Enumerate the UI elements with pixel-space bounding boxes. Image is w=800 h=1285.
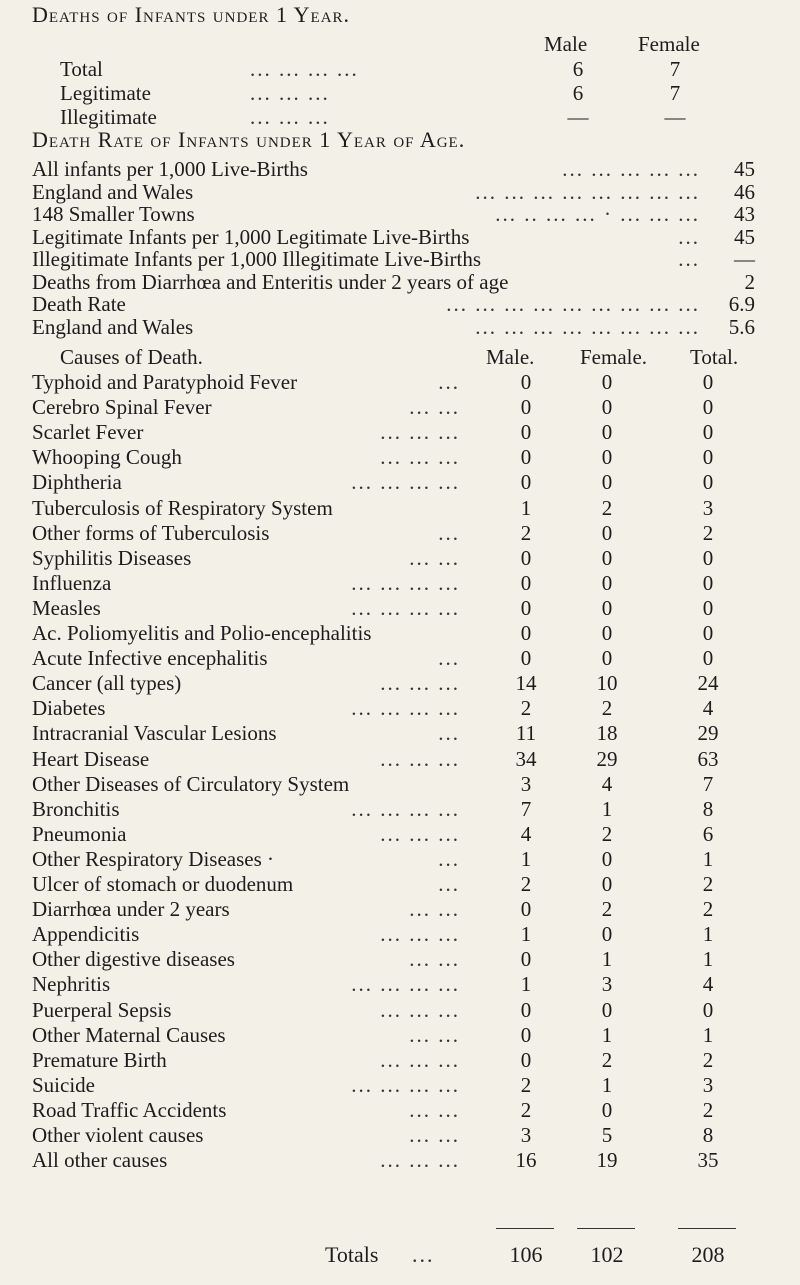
cause-row	[0, 721, 800, 747]
cause-leader: ... ...	[409, 897, 460, 922]
cause-total: 3	[702, 495, 714, 520]
cause-female: 1	[601, 947, 613, 972]
cause-total: 0	[702, 646, 714, 671]
cause-female: 1	[601, 796, 613, 821]
causes-header-row	[0, 345, 800, 371]
causes-header-total: Total.	[690, 345, 739, 369]
cause-total: 29	[697, 721, 719, 746]
cause-female: 0	[601, 545, 613, 570]
cause-leader: ... ...	[409, 1097, 460, 1122]
cause-male: 3	[520, 771, 532, 796]
death-rate-label: England and Wales	[32, 179, 194, 204]
cause-total: 0	[702, 420, 714, 445]
cause-leader: ... ...	[409, 395, 460, 420]
cause-label: Bronchitis	[32, 796, 120, 821]
cause-row	[0, 470, 800, 496]
cause-label: Acute Infective encephalitis	[32, 646, 268, 671]
death-rate-label: Death Rate	[32, 292, 126, 316]
death-rate-value: 6.9	[728, 292, 755, 316]
infant-deaths-male-header: Male	[544, 32, 588, 56]
cause-label: All other causes	[32, 1148, 168, 1173]
cause-row	[0, 947, 800, 973]
cause-label: Diabetes	[32, 696, 106, 721]
death-rate-label: 148 Smaller Towns	[32, 202, 195, 226]
cause-male: 0	[520, 420, 532, 445]
death-rate-value: —	[734, 247, 755, 271]
cause-row	[0, 772, 800, 798]
cause-female: 0	[601, 872, 613, 896]
totals-leader: ...	[412, 1242, 435, 1267]
cause-row	[0, 420, 800, 446]
death-rate-leader: ... ... ... ... ... ... ... ...	[475, 314, 700, 339]
cause-label: Heart Disease	[32, 746, 150, 771]
cause-label: Suicide	[32, 1072, 95, 1097]
cause-leader: ... ... ...	[380, 445, 460, 470]
cause-male: 2	[520, 1072, 532, 1097]
cause-row	[0, 847, 800, 873]
causes-header-male: Male.	[486, 345, 535, 369]
infant-deaths-female: 7	[669, 81, 681, 105]
cause-leader: ... ...	[409, 545, 460, 570]
death-rate-leader: ... ... ... ... ... ... ... ... ...	[446, 292, 700, 316]
cause-total: 1	[702, 922, 714, 947]
cause-leader: ... ... ... ...	[351, 570, 460, 595]
cause-label: Scarlet Fever	[32, 420, 144, 445]
death-rate-label: England and Wales	[32, 314, 194, 339]
cause-male: 2	[520, 872, 532, 896]
cause-leader: ... ... ...	[380, 997, 460, 1022]
cause-row	[0, 1073, 800, 1099]
cause-leader: ... ... ...	[380, 922, 460, 947]
cause-leader: ... ... ...	[380, 1148, 460, 1173]
cause-female: 3	[601, 972, 613, 997]
cause-row	[0, 1098, 800, 1124]
cause-female: 5	[601, 1123, 613, 1147]
death-rate-leader: ... ... ... ... ...	[562, 157, 700, 181]
cause-female: 2	[601, 821, 613, 846]
cause-label: Appendicitis	[32, 922, 140, 947]
cause-label: Ac. Poliomyelitis and Polio-encephalitis	[32, 621, 372, 645]
cause-female: 0	[601, 520, 613, 545]
cause-label: Puerperal Sepsis	[32, 997, 172, 1022]
death-rate-value: 2	[744, 269, 755, 294]
infant-deaths-label: Illegitimate	[60, 105, 157, 129]
cause-total: 3	[702, 1072, 714, 1097]
cause-leader: ...	[438, 872, 460, 896]
causes-header-cause: Causes of Death.	[60, 345, 203, 369]
cause-female: 2	[601, 696, 613, 721]
cause-leader: ... ...	[409, 1123, 460, 1147]
cause-row	[0, 872, 800, 898]
cause-row	[0, 1148, 800, 1174]
cause-male: 0	[520, 445, 532, 470]
infant-deaths-female: —	[664, 105, 686, 129]
cause-total: 1	[702, 1022, 714, 1047]
cause-row	[0, 521, 800, 547]
cause-label: Other Respiratory Diseases ·	[32, 846, 275, 871]
cause-row	[0, 395, 800, 421]
cause-row	[0, 621, 800, 647]
cause-label: Influenza	[32, 570, 112, 595]
cause-total: 1	[702, 846, 714, 871]
cause-row	[0, 897, 800, 923]
death-rate-label: Deaths from Diarrhœa and Enteritis under 2 years of age	[32, 269, 509, 294]
cause-female: 0	[601, 846, 613, 871]
cause-label: Cerebro Spinal Fever	[32, 395, 212, 420]
cause-label: Tuberculosis of Respiratory System	[32, 495, 333, 520]
cause-male: 1	[520, 972, 532, 997]
cause-male: 3	[520, 1123, 532, 1147]
cause-male: 0	[520, 897, 532, 922]
cause-male: 0	[520, 570, 532, 595]
cause-male: 0	[520, 621, 532, 645]
cause-male: 14	[515, 671, 537, 696]
cause-leader: ... ... ... ...	[351, 470, 460, 495]
cause-total: 35	[697, 1148, 719, 1173]
cause-leader: ... ...	[409, 1022, 460, 1047]
cause-female: 1	[601, 1022, 613, 1047]
cause-label: Other forms of Tuberculosis	[32, 520, 270, 545]
cause-total: 0	[702, 545, 714, 570]
cause-female: 0	[601, 470, 613, 495]
cause-label: Syphilitis Diseases	[32, 545, 192, 570]
cause-female: 0	[601, 1097, 613, 1122]
totals-total: 208	[691, 1242, 725, 1267]
cause-label: Other digestive diseases	[32, 947, 235, 972]
cause-label: Cancer (all types)	[32, 671, 182, 696]
cause-female: 0	[601, 570, 613, 595]
cause-label: Whooping Cough	[32, 445, 182, 470]
cause-female: 0	[601, 646, 613, 671]
cause-row	[0, 922, 800, 948]
totals-rule-female	[577, 1228, 635, 1229]
cause-male: 1	[520, 495, 532, 520]
infant-deaths-leader: ... ... ...	[250, 105, 330, 129]
cause-male: 1	[520, 922, 532, 947]
cause-row	[0, 822, 800, 848]
cause-female: 0	[601, 621, 613, 645]
cause-total: 0	[702, 621, 714, 645]
cause-total: 0	[702, 997, 714, 1022]
death-rate-value: 45	[734, 224, 755, 249]
cause-row	[0, 747, 800, 773]
cause-label: Road Traffic Accidents	[32, 1097, 227, 1122]
cause-total: 63	[697, 746, 719, 771]
cause-female: 2	[601, 495, 613, 520]
cause-row	[0, 445, 800, 471]
death-rate-leader: ...	[678, 224, 700, 249]
infant-deaths-leader: ... ... ... ...	[250, 57, 359, 81]
cause-male: 16	[515, 1148, 537, 1173]
cause-male: 0	[520, 947, 532, 972]
death-rate-heading: Death Rate of Infants under 1 Year of Age.	[32, 127, 466, 152]
cause-male: 1	[520, 846, 532, 871]
cause-female: 2	[601, 1047, 613, 1072]
infant-deaths-female: 7	[669, 57, 681, 81]
causes-header-female: Female.	[580, 345, 648, 369]
cause-total: 2	[702, 897, 714, 922]
infant-deaths-label: Legitimate	[60, 81, 151, 105]
cause-row	[0, 496, 800, 522]
cause-leader: ...	[438, 370, 460, 394]
cause-total: 0	[702, 395, 714, 420]
cause-male: 0	[520, 545, 532, 570]
cause-total: 8	[702, 1123, 714, 1147]
cause-male: 4	[520, 821, 532, 846]
cause-leader: ...	[438, 646, 460, 671]
cause-male: 11	[515, 721, 537, 746]
cause-label: Nephritis	[32, 972, 111, 997]
cause-male: 0	[520, 470, 532, 495]
cause-total: 4	[702, 972, 714, 997]
cause-row	[0, 546, 800, 572]
cause-female: 18	[596, 721, 618, 746]
cause-label: Other Maternal Causes	[32, 1022, 226, 1047]
cause-label: Measles	[32, 595, 101, 620]
death-rate-leader: ... .. ... ... · ... ... ...	[495, 202, 700, 226]
death-rate-value: 43	[734, 202, 755, 226]
cause-male: 2	[520, 1097, 532, 1122]
cause-total: 0	[702, 595, 714, 620]
death-rate-label: All infants per 1,000 Live-Births	[32, 157, 308, 181]
cause-total: 6	[702, 821, 714, 846]
cause-total: 0	[702, 445, 714, 470]
death-rate-leader: ... ... ... ... ... ... ... ...	[475, 179, 700, 204]
cause-male: 0	[520, 395, 532, 420]
cause-label: Other Diseases of Circulatory System	[32, 771, 350, 796]
cause-leader: ...	[438, 520, 460, 545]
cause-total: 1	[702, 947, 714, 972]
infant-deaths-row	[0, 81, 800, 107]
cause-label: Intracranial Vascular Lesions	[32, 721, 277, 746]
cause-female: 0	[601, 420, 613, 445]
cause-total: 2	[702, 1047, 714, 1072]
cause-total: 8	[702, 796, 714, 821]
cause-row	[0, 596, 800, 622]
cause-total: 2	[702, 872, 714, 896]
cause-male: 0	[520, 997, 532, 1022]
cause-total: 24	[697, 671, 719, 696]
cause-male: 2	[520, 696, 532, 721]
cause-leader: ... ... ... ...	[351, 595, 460, 620]
cause-female: 0	[601, 370, 613, 394]
cause-leader: ... ... ...	[380, 420, 460, 445]
cause-row	[0, 1123, 800, 1149]
cause-total: 0	[702, 370, 714, 394]
cause-female: 10	[596, 671, 618, 696]
cause-row	[0, 671, 800, 697]
cause-female: 0	[601, 445, 613, 470]
cause-label: Pneumonia	[32, 821, 127, 846]
cause-label: Diphtheria	[32, 470, 122, 495]
death-rate-value: 45	[734, 157, 755, 181]
cause-row	[0, 797, 800, 823]
cause-leader: ... ... ... ...	[351, 796, 460, 821]
cause-total: 2	[702, 1097, 714, 1122]
cause-male: 0	[520, 646, 532, 671]
totals-female: 102	[590, 1242, 624, 1267]
cause-female: 19	[596, 1148, 618, 1173]
cause-total: 0	[702, 470, 714, 495]
cause-row	[0, 646, 800, 672]
death-rate-label: Illegitimate Infants per 1,000 Illegitimate Live-Births	[32, 247, 482, 271]
totals-male: 106	[509, 1242, 543, 1267]
cause-label: Ulcer of stomach or duodenum	[32, 872, 294, 896]
cause-female: 0	[601, 922, 613, 947]
death-rate-row	[0, 315, 800, 341]
infant-deaths-male: 6	[572, 81, 584, 105]
infant-deaths-male: 6	[572, 57, 584, 81]
cause-leader: ... ... ... ...	[351, 972, 460, 997]
infant-deaths-label: Total	[60, 57, 103, 81]
cause-row	[0, 1023, 800, 1049]
cause-label: Diarrhœa under 2 years	[32, 897, 230, 922]
cause-label: Premature Birth	[32, 1047, 167, 1072]
cause-total: 4	[702, 696, 714, 721]
cause-female: 1	[601, 1072, 613, 1097]
cause-leader: ... ... ...	[380, 1047, 460, 1072]
totals-label: Totals	[325, 1242, 379, 1267]
cause-female: 2	[601, 897, 613, 922]
cause-total: 0	[702, 570, 714, 595]
cause-male: 0	[520, 370, 532, 394]
cause-row	[0, 998, 800, 1024]
cause-leader: ...	[438, 721, 460, 746]
cause-label: Typhoid and Paratyphoid Fever	[32, 370, 298, 394]
totals-rule-male	[496, 1228, 554, 1229]
cause-female: 0	[601, 395, 613, 420]
cause-label: Other violent causes	[32, 1123, 204, 1147]
death-rate-value: 46	[734, 179, 755, 204]
cause-female: 0	[601, 595, 613, 620]
cause-male: 0	[520, 595, 532, 620]
infant-deaths-female-header: Female	[638, 32, 700, 56]
cause-row	[0, 696, 800, 722]
cause-leader: ... ... ...	[380, 746, 460, 771]
cause-male: 34	[515, 746, 537, 771]
totals-rule-total	[678, 1228, 736, 1229]
cause-row	[0, 370, 800, 396]
cause-leader: ... ... ... ...	[351, 696, 460, 721]
cause-total: 7	[702, 771, 714, 796]
cause-female: 29	[596, 746, 618, 771]
death-rate-value: 5.6	[728, 314, 755, 339]
cause-total: 2	[702, 520, 714, 545]
cause-male: 0	[520, 1047, 532, 1072]
cause-leader: ...	[438, 846, 460, 871]
death-rate-leader: ...	[678, 247, 700, 271]
cause-female: 4	[601, 771, 613, 796]
cause-row	[0, 571, 800, 597]
infant-deaths-leader: ... ... ...	[250, 81, 330, 105]
cause-row	[0, 1048, 800, 1074]
totals-row	[0, 1242, 800, 1268]
cause-female: 0	[601, 997, 613, 1022]
cause-leader: ... ... ...	[380, 671, 460, 696]
cause-leader: ... ... ... ...	[351, 1072, 460, 1097]
cause-male: 2	[520, 520, 532, 545]
death-rate-label: Legitimate Infants per 1,000 Legitimate Live-Births	[32, 224, 470, 249]
infant-deaths-male: —	[567, 105, 589, 129]
cause-male: 0	[520, 1022, 532, 1047]
cause-male: 7	[520, 796, 532, 821]
cause-leader: ... ...	[409, 947, 460, 972]
infant-deaths-row	[0, 57, 800, 83]
cause-row	[0, 972, 800, 998]
infant-deaths-heading: Deaths of Infants under 1 Year.	[32, 2, 351, 27]
cause-leader: ... ... ...	[380, 821, 460, 846]
